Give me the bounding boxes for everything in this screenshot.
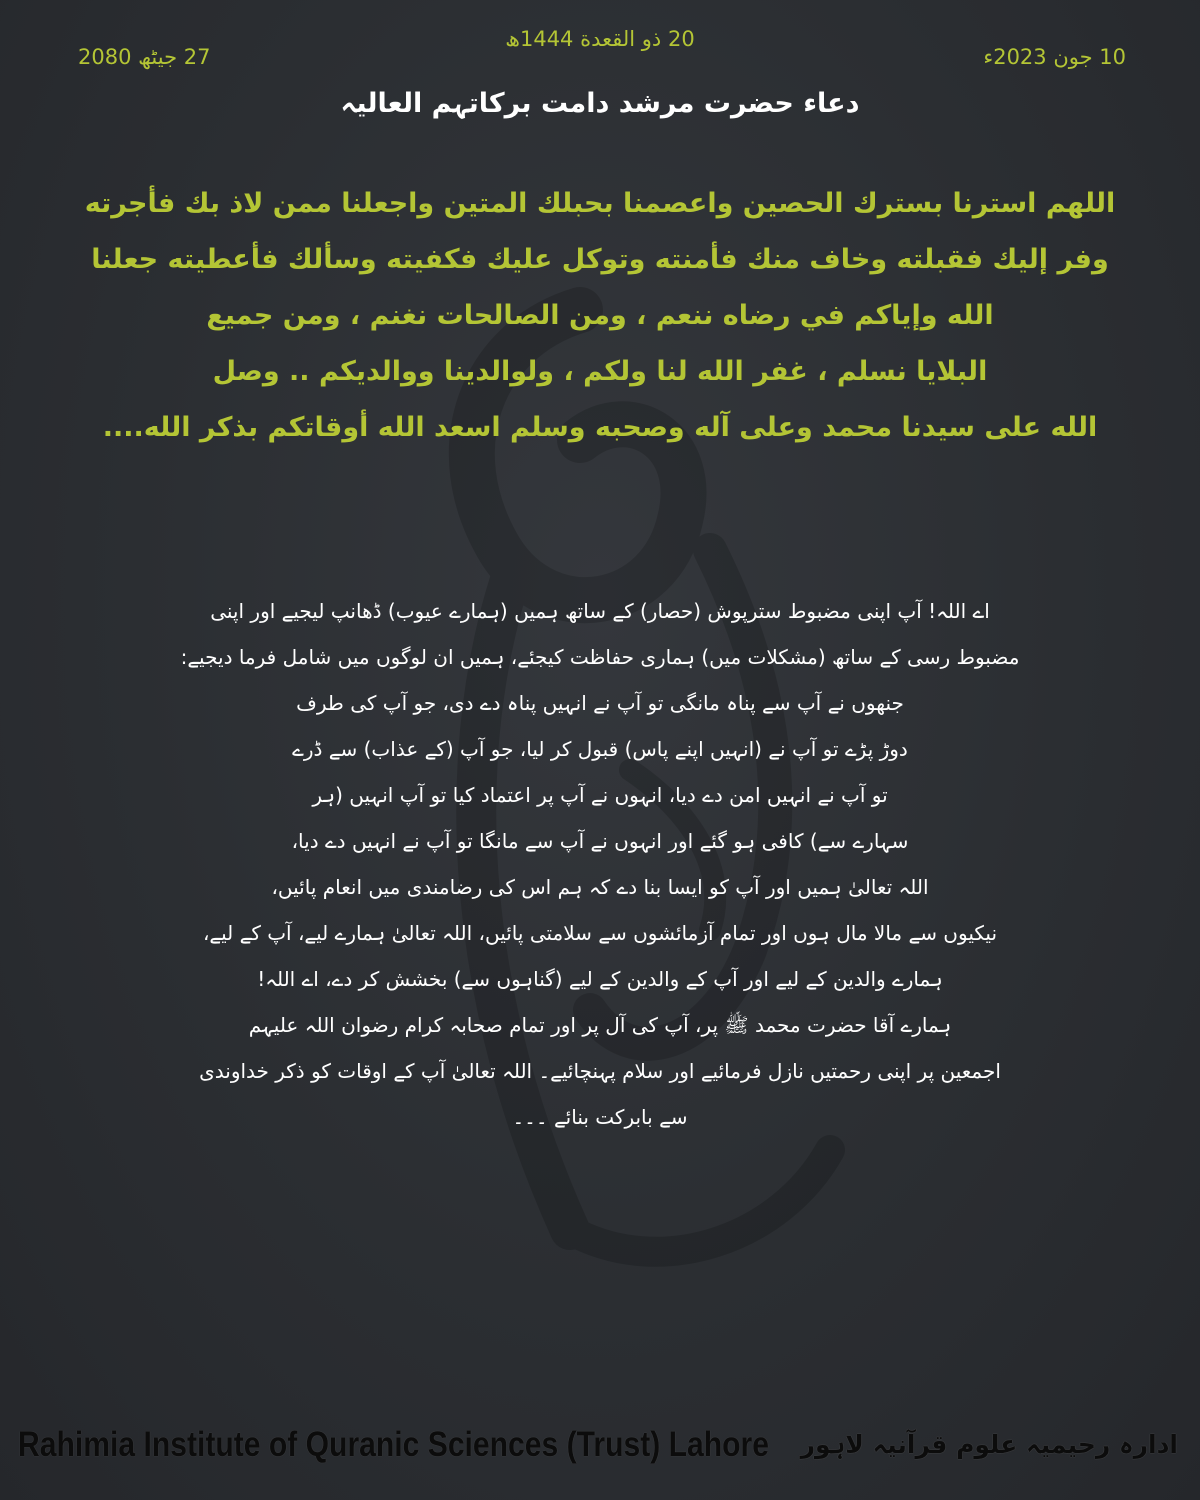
urdu-translation-line: مضبوط رسی کے ساتھ (مشکلات میں) ہماری حفاظت کیجئے، ہمیں ان لوگوں میں شامل فرما دیجیے: xyxy=(180,645,1020,669)
arabic-dua-line: اللهم استرنا بسترك الحصين واعصمنا بحبلك المتين واجعلنا ممن لاذ بك فأجرته xyxy=(84,188,1116,219)
urdu-translation-line: اجمعین پر اپنی رحمتیں نازل فرمائیے اور سلام پہنچائیے۔ اللہ تعالیٰ آپ کے اوقات کو ذکر خداوندی xyxy=(199,1059,1001,1083)
arabic-dua-line: البلايا نسلم ، غفر الله لنا ولكم ، ولوالدينا ووالديكم .. وصل xyxy=(212,356,988,387)
institute-name-urdu: ادارہ رحیمیہ علوم قرآنیہ لاہور xyxy=(800,1430,1178,1459)
urdu-translation-line: نیکیوں سے مالا مال ہوں اور تمام آزمائشوں سے سلامتی پائیں، اللہ تعالیٰ ہمارے لیے، آپ کے لیے، xyxy=(202,921,998,945)
urdu-translation-line: ہمارے آقا حضرت محمد ﷺ پر، آپ کی آل پر اور تمام صحابہ کرام رضوان اللہ علیہم xyxy=(248,1013,952,1037)
urdu-translation-line: سے بابرکت بنائے ۔۔۔ xyxy=(512,1105,688,1129)
urdu-translation xyxy=(140,588,1060,1140)
institute-name-english: Rahimia Institute of Quranic Sciences (Trust) Lahore xyxy=(18,1425,769,1464)
arabic-dua-line: وفر إليك فقبلته وخاف منك فأمنته وتوكل عليك فكفيته وسألك فأعطيته جعلنا xyxy=(91,244,1109,275)
urdu-translation-line: تو آپ نے انہیں امن دے دیا، انہوں نے آپ پر اعتماد کیا تو آپ انہیں (ہر xyxy=(312,783,888,807)
date-hijri: 20 ذو القعدة 1444ھ xyxy=(505,27,695,51)
footer xyxy=(0,1408,1200,1488)
urdu-translation-line: اللہ تعالیٰ ہمیں اور آپ کو ایسا بنا دے کہ ہم اس کی رضامندی میں انعام پائیں، xyxy=(271,875,929,899)
arabic-dua xyxy=(80,176,1120,456)
urdu-translation-line: جنھوں نے آپ سے پناہ مانگی تو آپ نے انہیں پناہ دے دی، جو آپ کی طرف xyxy=(296,691,904,715)
urdu-translation-line: سہارے سے) کافی ہو گئے اور انہوں نے آپ سے مانگا تو آپ نے انہیں دے دیا، xyxy=(291,829,909,853)
date-gregorian: 10 جون 2023ء xyxy=(983,45,1126,69)
urdu-translation-line: دوڑ پڑے تو آپ نے (انہیں اپنے پاس) قبول کر لیا، جو آپ (کے عذاب) سے ڈرے xyxy=(292,737,908,761)
institute-logo xyxy=(796,1412,1178,1478)
urdu-translation-line: ہمارے والدین کے لیے اور آپ کے والدین کے لیے (گناہوں سے) بخشش کر دے، اے اللہ! xyxy=(257,967,943,991)
date-bikrami: 27 جیٹھ 2080 xyxy=(78,45,211,69)
arabic-dua-line: الله وإياكم في رضاه ننعم ، ومن الصالحات نغنم ، ومن جميع xyxy=(206,300,994,331)
urdu-translation-line: اے اللہ! آپ اپنی مضبوط سترپوش (حصار) کے ساتھ ہمیں (ہمارے عیوب) ڈھانپ لیجیے اور اپنی xyxy=(210,599,990,623)
page-title: دعاء حضرت مرشد دامت برکاتہم العالیہ xyxy=(340,88,860,119)
arabic-dua-line: الله على سيدنا محمد وعلى آله وصحبه وسلم اسعد الله أوقاتكم بذكر الله.... xyxy=(102,412,1098,443)
